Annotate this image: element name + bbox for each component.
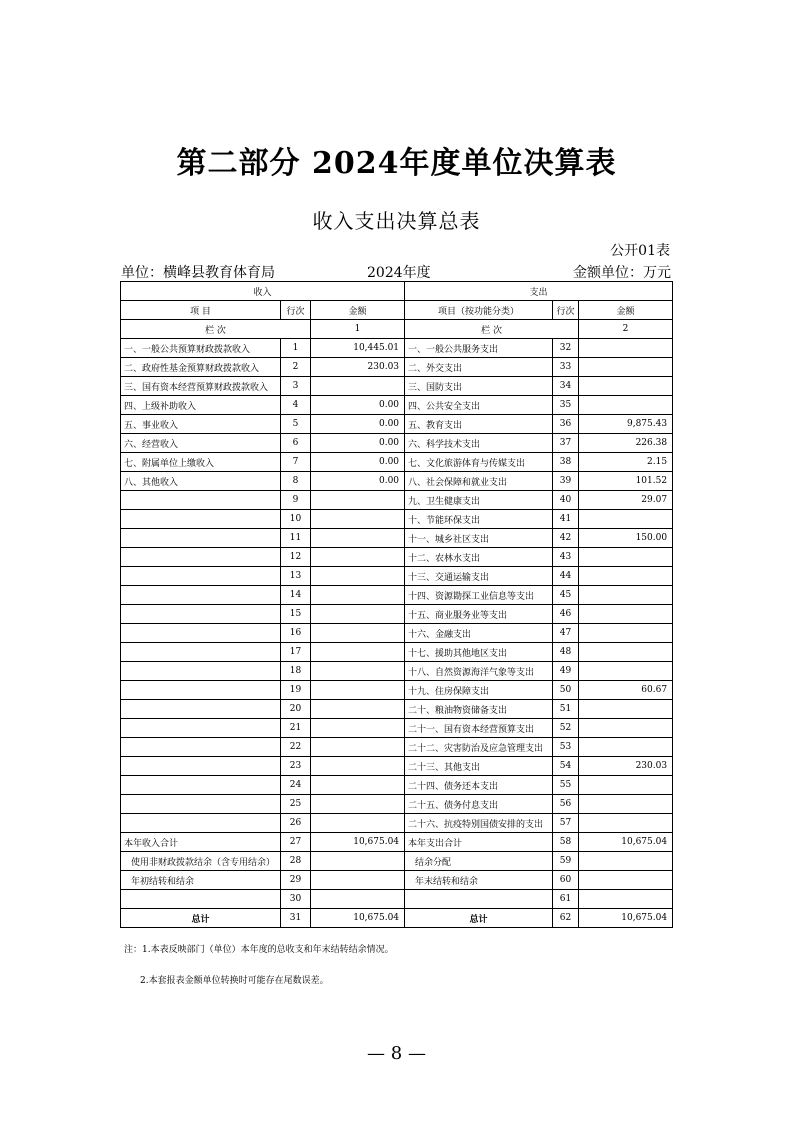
income-amount	[311, 814, 405, 833]
income-line: 31	[281, 909, 311, 928]
income-amount	[311, 681, 405, 700]
income-amount	[311, 795, 405, 814]
expense-line: 41	[553, 510, 579, 529]
income-header: 收入	[121, 282, 405, 301]
expense-item: 总计	[405, 909, 553, 928]
expense-item: 九、卫生健康支出	[405, 491, 553, 510]
expense-amount: 9,875.43	[579, 415, 673, 434]
table-row	[121, 567, 673, 586]
table-row	[121, 548, 673, 567]
page-number: — 8 —	[367, 1043, 426, 1064]
income-item: 使用非财政拨款结余（含专用结余）	[121, 852, 281, 871]
table-row	[121, 586, 673, 605]
income-amount	[311, 529, 405, 548]
expense-line: 35	[553, 396, 579, 415]
income-item	[121, 586, 281, 605]
column-header-row	[121, 301, 673, 320]
expense-item: 十、节能环保支出	[405, 510, 553, 529]
table-row	[121, 909, 673, 928]
income-amount	[311, 871, 405, 890]
expense-amount	[579, 643, 673, 662]
income-item: 二、政府性基金预算财政拨款收入	[121, 358, 281, 377]
income-line: 24	[281, 776, 311, 795]
income-line: 22	[281, 738, 311, 757]
unit-label: 单位：横峰县教育体育局	[121, 265, 275, 281]
income-item	[121, 700, 281, 719]
income-line: 2	[281, 358, 311, 377]
table-row	[121, 662, 673, 681]
income-amount	[311, 776, 405, 795]
income-item	[121, 662, 281, 681]
income-amount: 0.00	[311, 434, 405, 453]
expense-item: 二十五、债务付息支出	[405, 795, 553, 814]
income-line: 20	[281, 700, 311, 719]
income-amount	[311, 491, 405, 510]
table-row	[121, 833, 673, 852]
income-item	[121, 814, 281, 833]
expense-item: 五、教育支出	[405, 415, 553, 434]
expense-amount	[579, 339, 673, 358]
exp-item-header: 项目（按功能分类）	[405, 301, 553, 320]
expense-amount	[579, 795, 673, 814]
table-row	[121, 434, 673, 453]
expense-amount	[579, 814, 673, 833]
expense-item: 二十三、其他支出	[405, 757, 553, 776]
expense-line: 60	[553, 871, 579, 890]
table-meta	[121, 262, 671, 280]
table-row	[121, 453, 673, 472]
table-row	[121, 415, 673, 434]
table-row	[121, 814, 673, 833]
expense-amount: 29.07	[579, 491, 673, 510]
income-line: 16	[281, 624, 311, 643]
income-item: 六、经营收入	[121, 434, 281, 453]
expense-line: 38	[553, 453, 579, 472]
expense-amount	[579, 358, 673, 377]
expense-amount: 2.15	[579, 453, 673, 472]
expense-amount	[579, 738, 673, 757]
income-line: 10	[281, 510, 311, 529]
expense-item: 六、科学技术支出	[405, 434, 553, 453]
form-number: 公开01表	[610, 243, 670, 259]
income-amount: 0.00	[311, 453, 405, 472]
income-line: 14	[281, 586, 311, 605]
income-line: 15	[281, 605, 311, 624]
income-line: 5	[281, 415, 311, 434]
income-line: 3	[281, 377, 311, 396]
income-item	[121, 510, 281, 529]
income-line: 18	[281, 662, 311, 681]
expense-amount: 230.03	[579, 757, 673, 776]
income-line: 9	[281, 491, 311, 510]
table-row	[121, 624, 673, 643]
expense-item: 本年支出合计	[405, 833, 553, 852]
income-amount	[311, 738, 405, 757]
income-amount: 0.00	[311, 415, 405, 434]
table-title: 收入支出决算总表	[312, 209, 481, 233]
exp-amount-header: 金额	[579, 301, 673, 320]
expense-line: 59	[553, 852, 579, 871]
table-row	[121, 852, 673, 871]
expense-amount	[579, 377, 673, 396]
expense-item: 年末结转和结余	[405, 871, 553, 890]
income-amount	[311, 719, 405, 738]
year-label: 2024年度	[367, 265, 431, 281]
expense-item: 十三、交通运输支出	[405, 567, 553, 586]
note-2: 2.本套报表金额单位转换时可能存在尾数误差。	[140, 976, 329, 986]
expense-line: 54	[553, 757, 579, 776]
income-item: 四、上级补助收入	[121, 396, 281, 415]
expense-amount	[579, 700, 673, 719]
expense-line: 57	[553, 814, 579, 833]
table-row	[121, 871, 673, 890]
income-line: 28	[281, 852, 311, 871]
income-expense-table	[120, 281, 673, 928]
income-item	[121, 795, 281, 814]
table-row	[121, 491, 673, 510]
expense-line: 32	[553, 339, 579, 358]
table-row	[121, 396, 673, 415]
income-item	[121, 719, 281, 738]
income-amount: 0.00	[311, 472, 405, 491]
income-item: 本年收入合计	[121, 833, 281, 852]
income-item: 总计	[121, 909, 281, 928]
expense-amount: 10,675.04	[579, 909, 673, 928]
expense-line: 45	[553, 586, 579, 605]
expense-line: 62	[553, 909, 579, 928]
expense-amount: 10,675.04	[579, 833, 673, 852]
expense-item: 二十、粮油物资储备支出	[405, 700, 553, 719]
expense-amount	[579, 719, 673, 738]
income-line: 6	[281, 434, 311, 453]
table-row	[121, 510, 673, 529]
table-row	[121, 605, 673, 624]
income-amount	[311, 852, 405, 871]
income-line: 1	[281, 339, 311, 358]
expense-item: 二、外交支出	[405, 358, 553, 377]
income-item: 三、国有资本经营预算财政拨款收入	[121, 377, 281, 396]
expense-amount: 150.00	[579, 529, 673, 548]
income-amount	[311, 643, 405, 662]
expense-line: 53	[553, 738, 579, 757]
expense-line: 58	[553, 833, 579, 852]
expense-item: 七、文化旅游体育与传媒支出	[405, 453, 553, 472]
income-line: 11	[281, 529, 311, 548]
table-row	[121, 339, 673, 358]
amount-header: 金额	[311, 301, 405, 320]
expense-amount	[579, 548, 673, 567]
table-row	[121, 681, 673, 700]
income-amount	[311, 624, 405, 643]
section-header-row	[121, 282, 673, 301]
expense-line: 42	[553, 529, 579, 548]
income-amount: 10,675.04	[311, 833, 405, 852]
column-index-row	[121, 320, 673, 339]
expense-item: 八、社会保障和就业支出	[405, 472, 553, 491]
expense-item: 十九、住房保障支出	[405, 681, 553, 700]
expense-amount: 60.67	[579, 681, 673, 700]
income-amount: 0.00	[311, 396, 405, 415]
income-item	[121, 738, 281, 757]
income-amount: 10,675.04	[311, 909, 405, 928]
expense-line: 49	[553, 662, 579, 681]
table-row	[121, 776, 673, 795]
table-row	[121, 643, 673, 662]
expense-line: 50	[553, 681, 579, 700]
expense-line: 47	[553, 624, 579, 643]
line-header: 行次	[281, 301, 311, 320]
expense-line: 36	[553, 415, 579, 434]
expense-amount	[579, 890, 673, 909]
income-amount	[311, 662, 405, 681]
table-row	[121, 529, 673, 548]
exp-line-header: 行次	[553, 301, 579, 320]
expense-item: 十八、自然资源海洋气象等支出	[405, 662, 553, 681]
table-row	[121, 472, 673, 491]
expense-item: 十四、资源勘探工业信息等支出	[405, 586, 553, 605]
income-item: 一、一般公共预算财政拨款收入	[121, 339, 281, 358]
expense-amount	[579, 586, 673, 605]
expense-item: 十五、商业服务业等支出	[405, 605, 553, 624]
table-row	[121, 358, 673, 377]
income-amount	[311, 510, 405, 529]
expense-amount	[579, 510, 673, 529]
income-item	[121, 624, 281, 643]
income-line: 30	[281, 890, 311, 909]
expense-line: 48	[553, 643, 579, 662]
item-header: 项 目	[121, 301, 281, 320]
income-item	[121, 681, 281, 700]
table-row	[121, 377, 673, 396]
income-line: 21	[281, 719, 311, 738]
income-line: 7	[281, 453, 311, 472]
income-amount: 230.03	[311, 358, 405, 377]
income-item	[121, 776, 281, 795]
income-item	[121, 548, 281, 567]
income-line: 17	[281, 643, 311, 662]
expense-line: 51	[553, 700, 579, 719]
expense-amount	[579, 871, 673, 890]
income-item	[121, 757, 281, 776]
income-item	[121, 643, 281, 662]
expense-amount	[579, 396, 673, 415]
amount-unit-label: 金额单位：万元	[573, 265, 671, 281]
expense-item: 一、一般公共服务支出	[405, 339, 553, 358]
income-item: 七、附属单位上缴收入	[121, 453, 281, 472]
expense-item	[405, 890, 553, 909]
expense-line: 55	[553, 776, 579, 795]
table-row	[121, 757, 673, 776]
expense-item: 二十六、抗疫特别国债安排的支出	[405, 814, 553, 833]
expense-line: 44	[553, 567, 579, 586]
exp-col-label: 栏 次	[405, 320, 579, 339]
expense-item: 十六、金融支出	[405, 624, 553, 643]
income-line: 4	[281, 396, 311, 415]
expense-item: 十二、农林水支出	[405, 548, 553, 567]
expense-item: 二十一、国有资本经营预算支出	[405, 719, 553, 738]
col-label: 栏 次	[121, 320, 311, 339]
expense-line: 46	[553, 605, 579, 624]
expense-line: 40	[553, 491, 579, 510]
expense-item: 二十二、灾害防治及应急管理支出	[405, 738, 553, 757]
income-amount: 10,445.01	[311, 339, 405, 358]
income-amount	[311, 377, 405, 396]
income-line: 29	[281, 871, 311, 890]
table-row	[121, 795, 673, 814]
expense-amount	[579, 624, 673, 643]
income-line: 27	[281, 833, 311, 852]
expense-line: 33	[553, 358, 579, 377]
expense-item: 十一、城乡社区支出	[405, 529, 553, 548]
expense-line: 39	[553, 472, 579, 491]
expense-item: 二十四、债务还本支出	[405, 776, 553, 795]
expense-amount	[579, 567, 673, 586]
income-amount	[311, 757, 405, 776]
expense-amount: 226.38	[579, 434, 673, 453]
income-item: 年初结转和结余	[121, 871, 281, 890]
expense-line: 61	[553, 890, 579, 909]
expense-amount	[579, 662, 673, 681]
expense-item: 三、国防支出	[405, 377, 553, 396]
income-line: 12	[281, 548, 311, 567]
table-row	[121, 890, 673, 909]
income-item	[121, 529, 281, 548]
income-item	[121, 605, 281, 624]
income-amount	[311, 890, 405, 909]
income-line: 25	[281, 795, 311, 814]
expense-line: 56	[553, 795, 579, 814]
expense-amount	[579, 605, 673, 624]
income-amount	[311, 700, 405, 719]
expense-item: 结余分配	[405, 852, 553, 871]
income-item: 八、其他收入	[121, 472, 281, 491]
expense-line: 34	[553, 377, 579, 396]
expense-amount: 101.52	[579, 472, 673, 491]
note-1: 注：1.本表反映部门（单位）本年度的总收支和年末结转结余情况。	[124, 945, 394, 955]
income-amount	[311, 586, 405, 605]
income-amount	[311, 548, 405, 567]
col-1: 1	[311, 320, 405, 339]
expense-amount	[579, 852, 673, 871]
expense-item: 十七、援助其他地区支出	[405, 643, 553, 662]
col-2: 2	[579, 320, 673, 339]
table-row	[121, 738, 673, 757]
income-line: 26	[281, 814, 311, 833]
income-amount	[311, 567, 405, 586]
page-title: 第二部分 2024年度单位决算表	[176, 146, 617, 181]
income-line: 23	[281, 757, 311, 776]
expense-line: 43	[553, 548, 579, 567]
expense-amount	[579, 776, 673, 795]
expense-line: 52	[553, 719, 579, 738]
table-row	[121, 719, 673, 738]
expense-line: 37	[553, 434, 579, 453]
income-item	[121, 567, 281, 586]
income-amount	[311, 605, 405, 624]
expense-item: 四、公共安全支出	[405, 396, 553, 415]
income-line: 13	[281, 567, 311, 586]
income-line: 19	[281, 681, 311, 700]
income-line: 8	[281, 472, 311, 491]
income-item: 五、事业收入	[121, 415, 281, 434]
expense-header: 支出	[405, 282, 673, 301]
income-item	[121, 491, 281, 510]
table-row	[121, 700, 673, 719]
income-item	[121, 890, 281, 909]
